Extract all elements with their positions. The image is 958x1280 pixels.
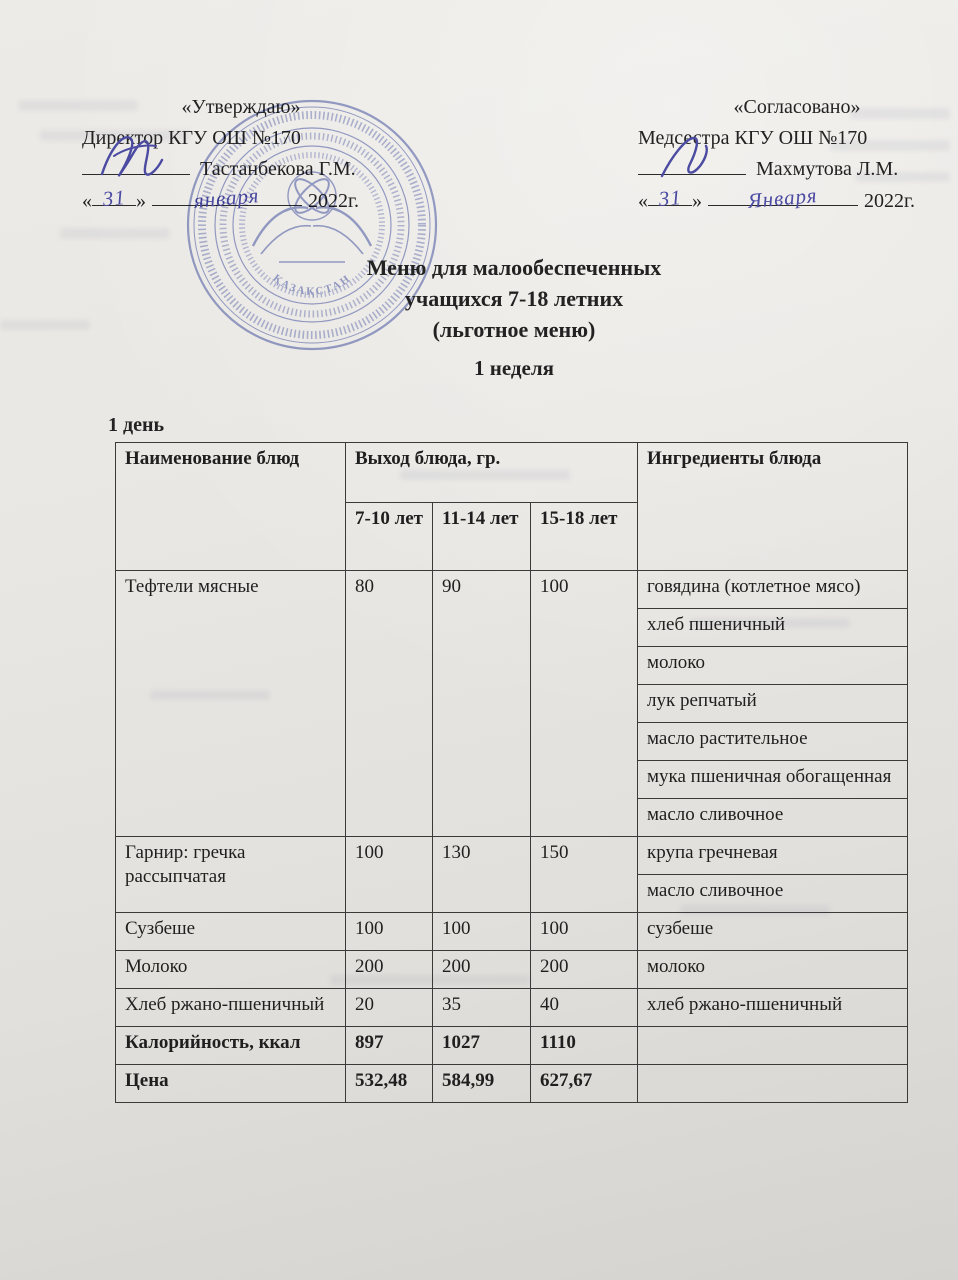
- bleedthrough-artifact: [0, 320, 90, 330]
- summary-value-cell: 532,48: [346, 1065, 433, 1103]
- ingredient-cell: говядина (котлетное мясо): [638, 571, 908, 609]
- ingredient-cell: масло растительное: [638, 723, 908, 761]
- menu-table-rows: [116, 571, 908, 1103]
- ingredient-cell: молоко: [638, 647, 908, 685]
- portion-cell: 40: [531, 989, 638, 1027]
- signature-line-left: [82, 154, 190, 175]
- portion-cell: 150: [531, 837, 638, 913]
- ingredient-cell-empty: [638, 1027, 908, 1065]
- portion-cell: 200: [531, 951, 638, 989]
- col-header-dish: Наименование блюд: [116, 443, 346, 571]
- dish-name-cell: Молоко: [116, 951, 346, 989]
- signature-line-right: [638, 154, 746, 175]
- approval-right-date: « 31 » Января 2022г.: [638, 185, 956, 217]
- portion-cell: 100: [346, 913, 433, 951]
- approval-left-name: Тастанбекова Г.М.: [200, 158, 356, 180]
- summary-label-cell: Калорийность, ккал: [116, 1027, 346, 1065]
- portion-cell: 130: [433, 837, 531, 913]
- portion-cell: 200: [433, 951, 531, 989]
- col-header-output: Выход блюда, гр.: [346, 443, 638, 503]
- portion-cell: 80: [346, 571, 433, 837]
- portion-cell: 200: [346, 951, 433, 989]
- portion-cell: 100: [531, 913, 638, 951]
- ingredient-cell-empty: [638, 1065, 908, 1103]
- ingredient-cell: молоко: [638, 951, 908, 989]
- summary-value-cell: 627,67: [531, 1065, 638, 1103]
- approval-left-quote: «Утверждаю»: [181, 96, 301, 118]
- col-header-age-11-14: 11-14 лет: [433, 503, 531, 571]
- table-row: [116, 571, 908, 609]
- ingredient-cell: масло сливочное: [638, 875, 908, 913]
- stamp-center-text: ҚАЗАҚСТАН: [270, 272, 354, 298]
- portion-cell: 20: [346, 989, 433, 1027]
- handwritten-month-left: января: [193, 183, 261, 213]
- approval-block-right: [638, 92, 956, 217]
- col-header-ingredients: Ингредиенты блюда: [638, 443, 908, 571]
- title-line-1: Меню для малообеспеченных: [366, 255, 662, 280]
- col-header-age-15-18: 15-18 лет: [531, 503, 638, 571]
- summary-row: [116, 1027, 908, 1065]
- handwritten-day-left: 31: [101, 185, 127, 211]
- portion-cell: 35: [433, 989, 531, 1027]
- approval-left-role: Директор КГУ ОШ №170: [82, 127, 301, 149]
- approval-left-date: « 31 » января 2022г.: [82, 185, 400, 217]
- summary-value-cell: 584,99: [433, 1065, 531, 1103]
- summary-value-cell: 1110: [531, 1027, 638, 1065]
- handwritten-month-right: Января: [747, 183, 819, 214]
- ingredient-cell: хлеб ржано-пшеничный: [638, 989, 908, 1027]
- ingredient-cell: лук репчатый: [638, 685, 908, 723]
- summary-row: [116, 1065, 908, 1103]
- summary-value-cell: 1027: [433, 1027, 531, 1065]
- ingredient-cell: сузбеше: [638, 913, 908, 951]
- title-line-2: учащихся 7-18 летних: [404, 286, 624, 311]
- table-row: [116, 837, 908, 875]
- approval-right-role: Медсестра КГУ ОШ №170: [638, 127, 868, 149]
- week-label: 1 неделя: [474, 356, 554, 380]
- dish-name-cell: Сузбеше: [116, 913, 346, 951]
- ingredient-cell: мука пшеничная обогащенная: [638, 761, 908, 799]
- dish-name-cell: Гарнир: гречка рассыпчатая: [116, 837, 346, 913]
- menu-table: [115, 442, 907, 1103]
- bleedthrough-artifact: [60, 228, 170, 239]
- portion-cell: 90: [433, 571, 531, 837]
- table-row: [116, 951, 908, 989]
- summary-label-cell: Цена: [116, 1065, 346, 1103]
- title-line-3: (льготное меню): [432, 317, 596, 342]
- portion-cell: 100: [531, 571, 638, 837]
- table-row: [116, 989, 908, 1027]
- approval-right-quote: «Согласовано»: [733, 96, 861, 118]
- portion-cell: 100: [346, 837, 433, 913]
- portion-cell: 100: [433, 913, 531, 951]
- handwritten-day-right: 31: [657, 185, 683, 211]
- col-header-age-7-10: 7-10 лет: [346, 503, 433, 571]
- dish-name-cell: Хлеб ржано-пшеничный: [116, 989, 346, 1027]
- ingredient-cell: крупа гречневая: [638, 837, 908, 875]
- document-title: [244, 252, 784, 345]
- approval-block-left: [82, 92, 400, 217]
- ingredient-cell: хлеб пшеничный: [638, 609, 908, 647]
- ingredient-cell: масло сливочное: [638, 799, 908, 837]
- dish-name-cell: Тефтели мясные: [116, 571, 346, 837]
- table-row: [116, 913, 908, 951]
- summary-value-cell: 897: [346, 1027, 433, 1065]
- day-label: 1 день: [108, 414, 165, 436]
- approval-right-name: Махмутова Л.М.: [756, 158, 899, 180]
